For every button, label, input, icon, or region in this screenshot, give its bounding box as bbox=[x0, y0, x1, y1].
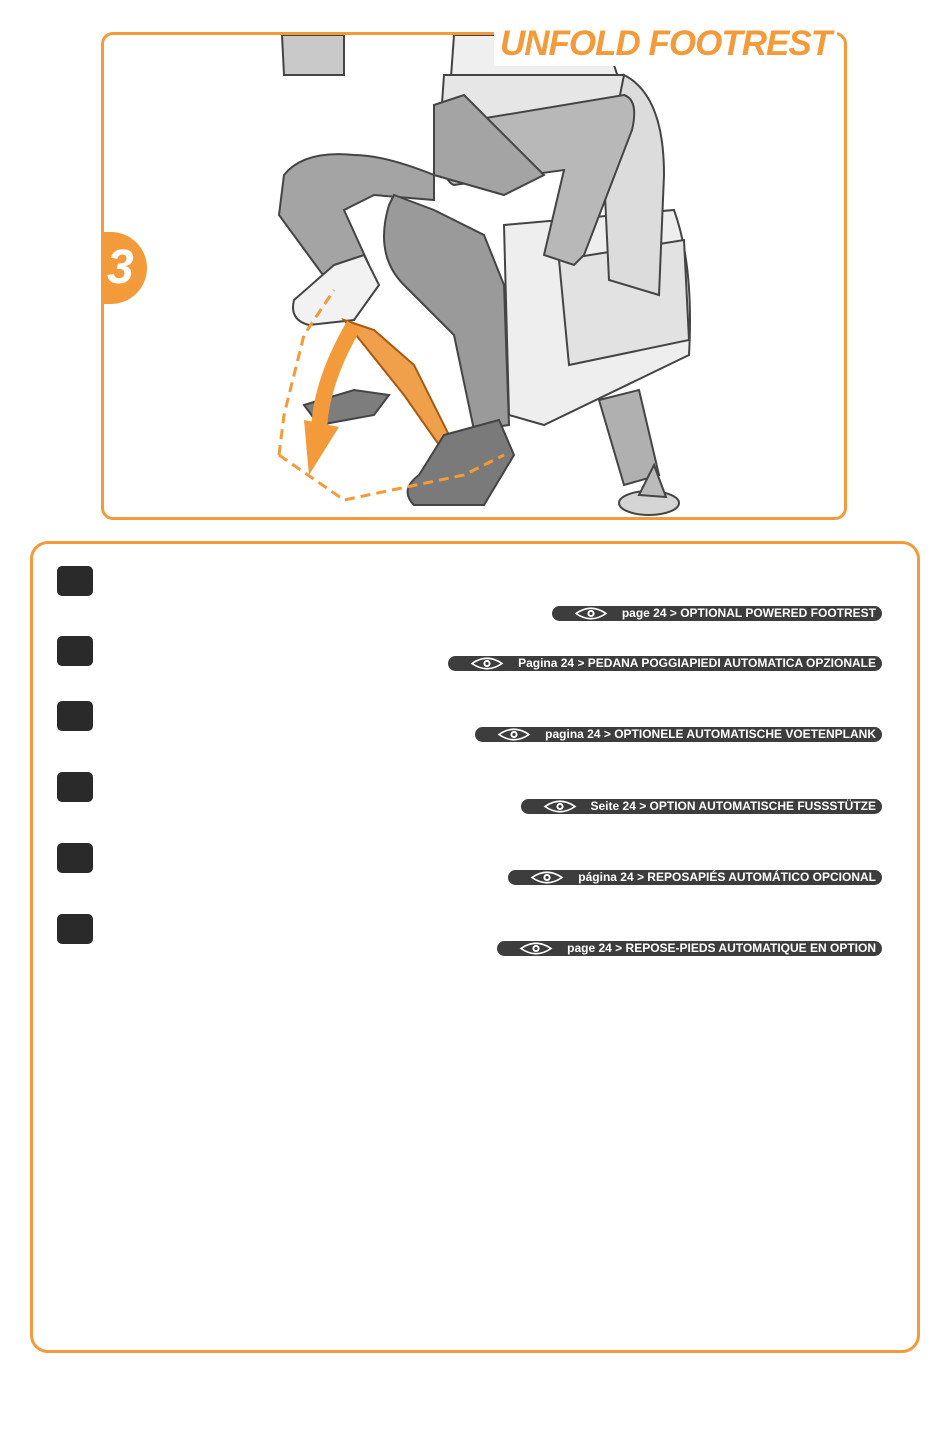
page-reference-text: página 24 > REPOSAPIÉS AUTOMÁTICO OPCIONAL bbox=[578, 870, 876, 884]
page-reference-text: Seite 24 > OPTION AUTOMATISCHE FUSSSTÜTZE bbox=[590, 799, 876, 813]
language-marker bbox=[57, 636, 93, 666]
eye-icon bbox=[530, 870, 564, 885]
page-reference-text: Pagina 24 > PEDANA POGGIAPIEDI AUTOMATICA OPZIONALE bbox=[518, 656, 876, 670]
language-marker bbox=[57, 772, 93, 802]
section-title: UNFOLD FOOTREST bbox=[494, 22, 837, 66]
page-reference-link[interactable] bbox=[508, 870, 882, 885]
eye-icon bbox=[543, 799, 577, 814]
page-reference-link[interactable] bbox=[475, 727, 882, 742]
language-marker bbox=[57, 914, 93, 944]
eye-icon bbox=[574, 606, 608, 621]
language-marker bbox=[57, 843, 93, 873]
illustration-panel bbox=[101, 32, 847, 520]
eye-icon bbox=[470, 656, 504, 671]
page-reference-text: pagina 24 > OPTIONELE AUTOMATISCHE VOETENPLANK bbox=[545, 727, 876, 741]
page-reference-text: page 24 > OPTIONAL POWERED FOOTREST bbox=[621, 606, 876, 620]
page-reference-link[interactable] bbox=[521, 799, 883, 814]
reference-row bbox=[33, 843, 917, 883]
reference-row bbox=[33, 914, 917, 954]
page-reference-link[interactable] bbox=[552, 606, 882, 621]
eye-icon bbox=[519, 941, 553, 956]
footrest-illustration bbox=[104, 35, 844, 517]
reference-row bbox=[33, 772, 917, 812]
page-reference-text: page 24 > REPOSE-PIEDS AUTOMATIQUE EN OPTION bbox=[567, 941, 876, 955]
reference-row bbox=[33, 636, 917, 676]
language-marker bbox=[57, 566, 93, 596]
references-panel bbox=[30, 541, 920, 1353]
language-marker bbox=[57, 701, 93, 731]
reference-row bbox=[33, 701, 917, 741]
page-reference-link[interactable] bbox=[448, 656, 882, 671]
page-reference-link[interactable] bbox=[497, 941, 882, 956]
step-number-badge: 3 bbox=[101, 232, 147, 304]
reference-row bbox=[33, 566, 917, 620]
eye-icon bbox=[497, 727, 531, 742]
